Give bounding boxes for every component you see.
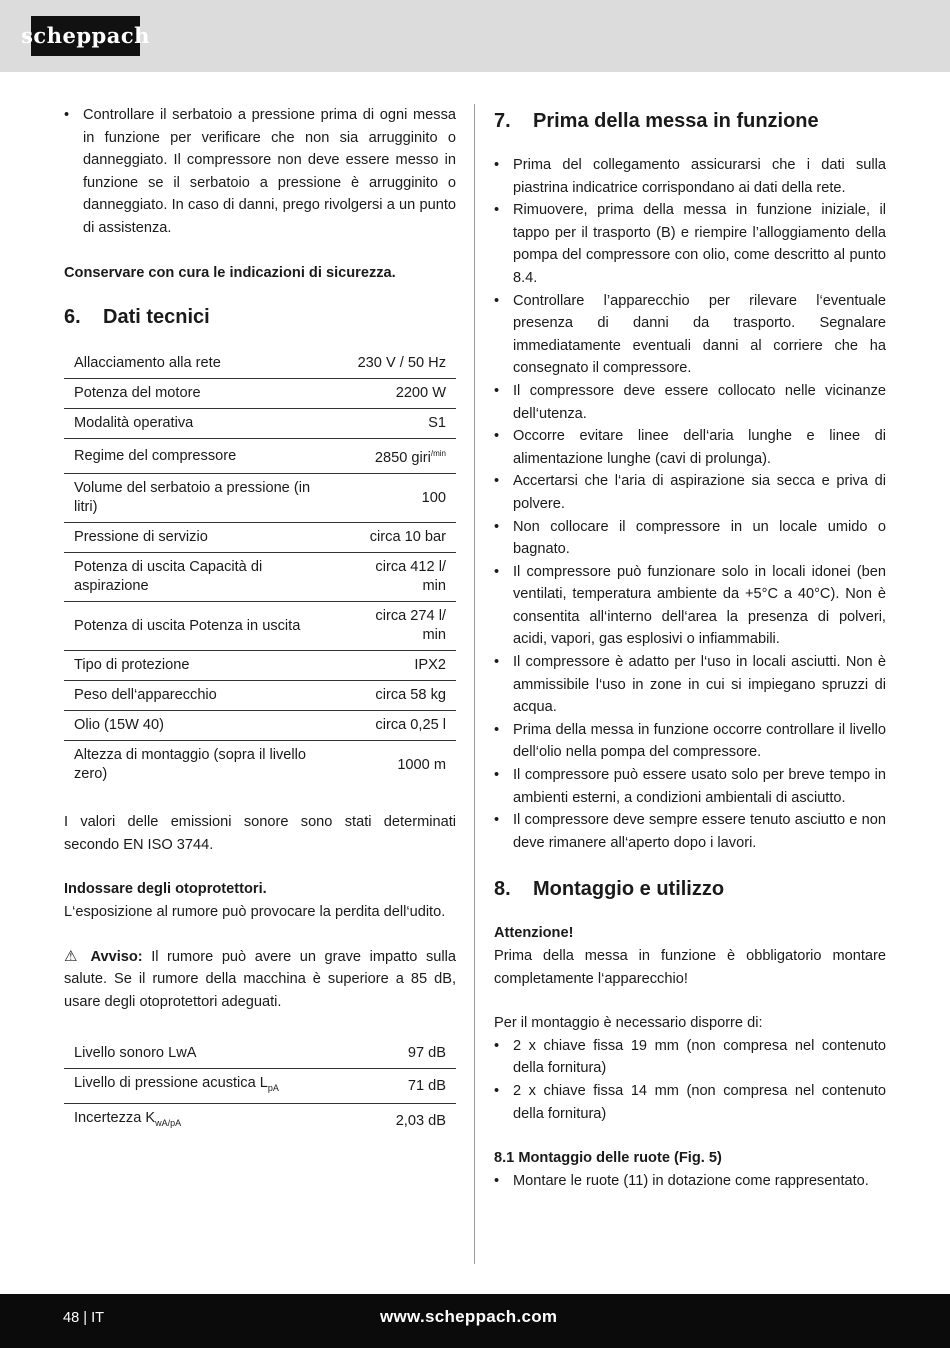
list-item: • Controllare il serbatoio a pressione prima di ogni messa in funzione per verificare che non sia arrugginito o danneggiato. Il compressore non deve essere messo in funzione se il serbatoio a pressione è arrugginito o danneggiato. In caso di danni, prego rivolgersi a un punto di assistenza. (64, 104, 456, 240)
spec-value: IPX2 (348, 651, 456, 681)
noise-label (64, 1069, 363, 1104)
list-item: • Rimuovere, prima della messa in funzione iniziale, il tappo per il trasporto (B) e riempire l’alloggiamento della pompa del compressore con olio, come descritto al punto 8.4. (494, 199, 886, 289)
tools-bullet-list (494, 1035, 886, 1125)
website-url: www.scheppach.com (380, 1307, 558, 1326)
list-item: • 2 x chiave fissa 19 mm (non compresa nel contenuto della fornitura) (494, 1035, 886, 1080)
list-item: • Il compressore è adatto per l‘uso in locali asciutti. Non è ammissibile l‘uso in zone in cui si impiegano spruzzi di acqua. (494, 651, 886, 719)
list-item: • Occorre evitare linee dell‘aria lunghe e linee di alimentazione lunghe (cavi di prolunga). (494, 425, 886, 470)
noise-label (64, 1035, 363, 1069)
spec-label: Potenza del motore (64, 379, 348, 409)
spec-label: Modalità operativa (64, 409, 348, 439)
warning-icon: ⚠ (64, 947, 82, 965)
section-7-bullet-list (494, 154, 886, 854)
list-item: • Prima della messa in funzione occorre controllare il livello dell‘olio nella pompa del compressore. (494, 719, 886, 764)
list-item: • Prima del collegamento assicurarsi che i dati sulla piastrina indicatrice corrispondano ai dati della rete. (494, 154, 886, 199)
list-item: • Il compressore può funzionare solo in locali idonei (ben ventilati, temperatura ambiente da +5°C a 40°C). Non è consentita all‘interno dell‘area la presenza di polveri, acidi, vapori, gas esplosivi o infiammabili. (494, 561, 886, 651)
section-number: 7. (494, 110, 511, 132)
header-bar (0, 0, 950, 72)
list-item: • Controllare l’apparecchio per rilevare l‘eventuale presenza di danni da trasporto. Segnalare immediatamente eventuali danni al corriere che ha consegnato il compressore. (494, 290, 886, 380)
section-title: Prima della messa in funzione (533, 110, 819, 132)
spec-value: 230 V / 50 Hz (348, 345, 456, 379)
spec-value: circa 0,25 l (348, 711, 456, 741)
scheppach-logo (21, 16, 150, 56)
attention-heading: Attenzione! (494, 925, 574, 942)
table-row (64, 553, 456, 602)
spec-value-main: 2850 giri (374, 450, 431, 467)
spec-value: 1000 m (397, 756, 446, 773)
page-number: 48 | IT (63, 1310, 105, 1326)
noise-value: 2,03 dB (395, 1112, 446, 1129)
logo-text: scheppach (21, 22, 150, 48)
list-item: • Il compressore può essere usato solo per breve tempo in ambienti esterni, a condizioni ambientali di asciutto. (494, 764, 886, 809)
list-item: • Accertarsi che l‘aria di aspirazione sia secca e priva di polvere. (494, 470, 886, 515)
spec-label: Olio (15W 40) (64, 711, 348, 741)
spec-value: circa 274 l/ min (348, 602, 456, 651)
noise-label (64, 1104, 363, 1139)
intro-bullet-list (64, 104, 456, 240)
section-number: 6. (64, 306, 81, 329)
noise-label-text: Livello di pressione acustica L (74, 1075, 268, 1092)
table-row (64, 1035, 456, 1069)
right-column (494, 104, 886, 1192)
spec-label: Pressione di servizio (64, 523, 348, 553)
spec-label: Potenza di uscita Capacità di aspirazione (64, 553, 348, 602)
list-item: • Il compressore deve essere collocato nelle vicinanze dell‘utenza. (494, 380, 886, 425)
spec-label: Volume del serbatoio a pressione (in litri) (64, 474, 348, 523)
spec-label: Potenza di uscita Potenza in uscita (64, 602, 348, 651)
noise-label-subscript: wA/pA (155, 1118, 182, 1129)
table-row (64, 1104, 456, 1139)
noise-label-text: Incertezza K (74, 1110, 156, 1127)
spec-label: Allacciamento alla rete (64, 345, 348, 379)
table-row (64, 651, 456, 681)
column-divider (474, 104, 475, 1264)
list-item: • Il compressore deve sempre essere tenuto asciutto e non deve rimanere all‘aperto dopo i lavori. (494, 809, 886, 854)
section-number: 8. (494, 878, 511, 901)
spec-value: circa 412 l/ min (348, 553, 456, 602)
spec-value: 2200 W (348, 379, 456, 409)
warning-text: Il rumore può avere un grave impatto sulla salute. Se il rumore della macchina è superiore a 85 dB, usare degli otoprotettori adeguati. (64, 948, 456, 1010)
table-row (64, 602, 456, 651)
section-title: Montaggio e utilizzo (533, 878, 725, 901)
noise-label-subscript: pA (267, 1083, 279, 1094)
table-row (64, 439, 456, 474)
section-6-heading (64, 304, 456, 330)
section-title: Dati tecnici (103, 306, 210, 329)
table-row (64, 523, 456, 553)
table-row (64, 379, 456, 409)
table-row (64, 711, 456, 741)
noise-values-table (64, 1035, 456, 1138)
section-8-1-bullet-list (494, 1170, 886, 1193)
spec-label: Altezza di montaggio (sopra il livello zero) (74, 747, 306, 783)
table-row (64, 1069, 456, 1104)
spec-label: Tipo di protezione (64, 651, 348, 681)
noise-warning (64, 946, 456, 1014)
left-column (64, 104, 456, 1138)
table-row (64, 741, 456, 790)
spec-label: Peso dell‘apparecchio (64, 681, 348, 711)
spec-value: circa 58 kg (348, 681, 456, 711)
section-7-heading (494, 108, 886, 134)
spec-value: circa 10 bar (348, 523, 456, 553)
tools-intro: Per il montaggio è necessario disporre di: (494, 1015, 763, 1032)
spec-value (348, 439, 456, 474)
safety-note: Conservare con cura le indicazioni di sicurezza. (64, 264, 396, 281)
technical-data-table (64, 345, 456, 789)
table-row (64, 409, 456, 439)
emissions-text: I valori delle emissioni sonore sono stati determinati secondo EN ISO 3744. (64, 814, 456, 853)
table-row (64, 474, 456, 523)
ear-protection-text: L‘esposizione al rumore può provocare la perdita dell‘udito. (64, 903, 446, 920)
footer-bar (0, 1294, 950, 1348)
section-8-heading (494, 876, 886, 902)
spec-value: S1 (348, 409, 456, 439)
list-item: • 2 x chiave fissa 14 mm (non compresa nel contenuto della fornitura) (494, 1080, 886, 1125)
section-8-1-heading: 8.1 Montaggio delle ruote (Fig. 5) (494, 1150, 722, 1167)
noise-label-text: Livello sonoro LwA (74, 1045, 197, 1062)
spec-label: Regime del compressore (64, 439, 348, 474)
attention-text: Prima della messa in funzione è obbligatorio montare completamente l‘apparecchio! (494, 948, 886, 987)
spec-value-unit: /min (430, 449, 446, 459)
noise-value: 71 dB (363, 1069, 456, 1104)
ear-protection-heading: Indossare degli otoprotettori. (64, 881, 267, 898)
noise-value: 97 dB (363, 1035, 456, 1069)
list-item: • Non collocare il compressore in un locale umido o bagnato. (494, 516, 886, 561)
list-item: • Montare le ruote (11) in dotazione come rappresentato. (494, 1170, 886, 1193)
spec-value: 100 (348, 474, 456, 523)
table-row (64, 681, 456, 711)
warning-label: Avviso: (90, 948, 143, 965)
table-row (64, 345, 456, 379)
